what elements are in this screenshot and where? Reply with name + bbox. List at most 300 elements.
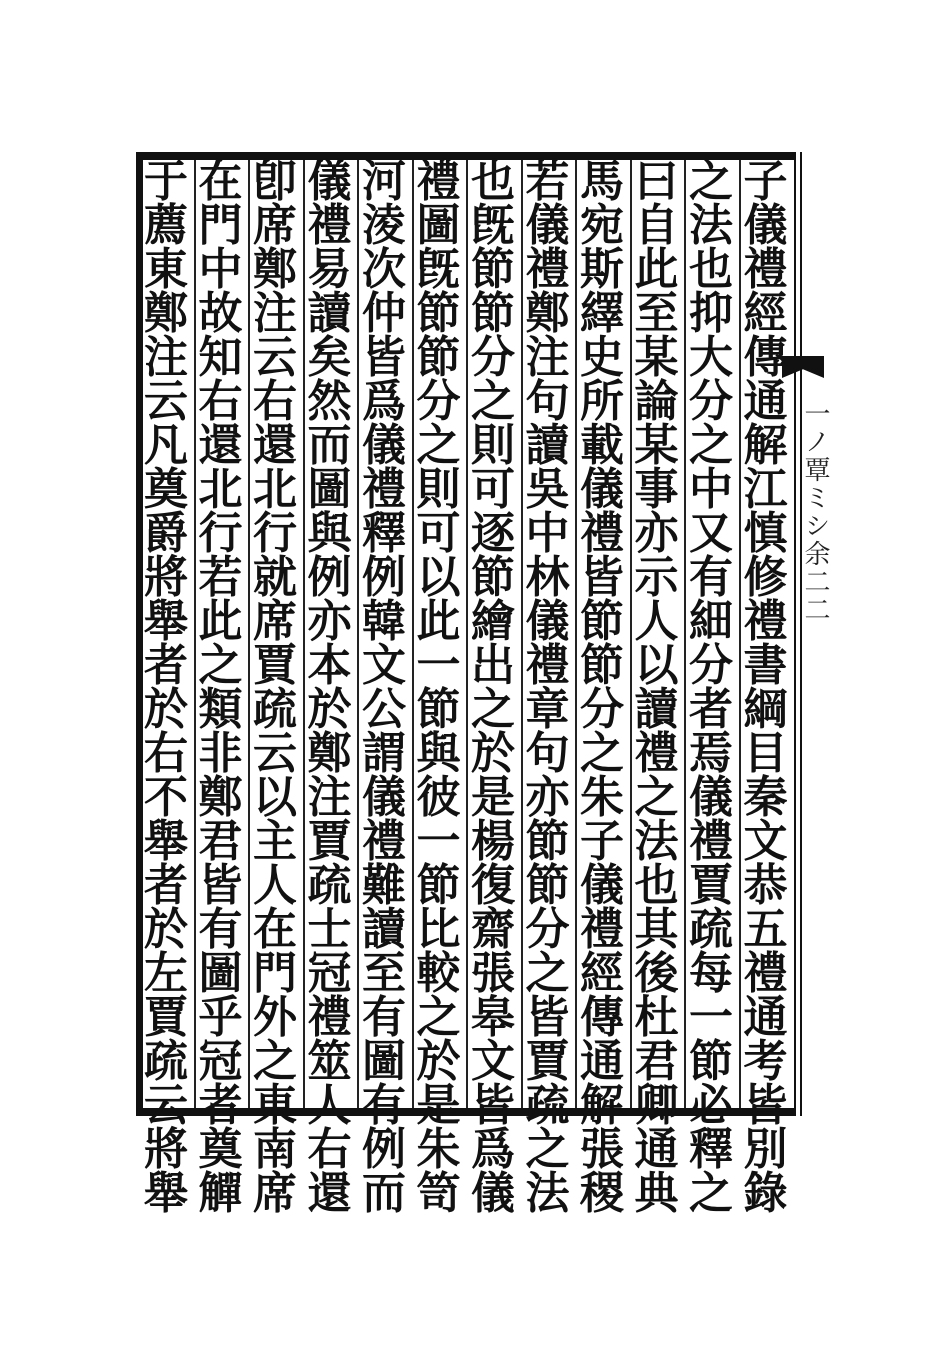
glyph: 次 xyxy=(362,244,406,295)
column-rule xyxy=(194,160,196,1108)
glyph: 節 xyxy=(416,684,461,735)
glyph: 宛 xyxy=(580,200,624,251)
glyph: 經 xyxy=(580,948,624,999)
glyph: 一 xyxy=(689,992,733,1043)
glyph: 禮 xyxy=(580,904,624,955)
glyph: 史 xyxy=(580,332,624,383)
glyph: 君 xyxy=(198,816,243,867)
glyph: 主 xyxy=(253,816,297,867)
glyph: 易 xyxy=(307,244,352,295)
glyph: 錄 xyxy=(743,1168,788,1219)
glyph: 傳 xyxy=(580,992,624,1043)
glyph: 冠 xyxy=(198,1036,243,1087)
glyph: 於 xyxy=(307,684,352,735)
glyph: 書 xyxy=(743,640,788,691)
glyph: 文 xyxy=(743,816,788,867)
glyph: 節 xyxy=(525,816,570,867)
glyph: 云 xyxy=(144,376,188,427)
glyph: 通 xyxy=(743,376,788,427)
glyph: 右 xyxy=(253,376,297,427)
text-column xyxy=(249,156,301,1219)
glyph: 禮 xyxy=(743,948,788,999)
glyph: 筮 xyxy=(307,1036,352,1087)
glyph: 復 xyxy=(471,860,515,911)
text-column xyxy=(195,156,247,1219)
glyph: 乎 xyxy=(198,992,243,1043)
glyph: 逐 xyxy=(471,508,515,559)
glyph: 與 xyxy=(416,728,461,779)
glyph: 席 xyxy=(253,200,297,251)
glyph: 謂 xyxy=(362,728,406,779)
glyph: 旣 xyxy=(471,200,515,251)
glyph: 右 xyxy=(144,728,188,779)
glyph: 還 xyxy=(198,420,243,471)
glyph: 與 xyxy=(307,508,352,559)
glyph: 卽 xyxy=(253,156,297,207)
glyph: 儀 xyxy=(525,200,570,251)
text-column xyxy=(576,156,628,1219)
glyph: 載 xyxy=(580,420,624,471)
glyph: 河 xyxy=(362,156,406,207)
glyph: 注 xyxy=(144,332,188,383)
glyph: 之 xyxy=(689,156,733,207)
glyph: 還 xyxy=(307,1168,352,1219)
glyph: 行 xyxy=(198,508,243,559)
glyph: 之 xyxy=(580,728,624,779)
glyph: 就 xyxy=(253,552,297,603)
glyph: 行 xyxy=(253,508,297,559)
glyph: 凡 xyxy=(144,420,188,471)
glyph: 儀 xyxy=(307,156,352,207)
text-column xyxy=(467,156,519,1219)
glyph: 舉 xyxy=(144,816,188,867)
glyph: 馬 xyxy=(580,156,624,207)
glyph: 知 xyxy=(198,332,243,383)
glyph: 皆 xyxy=(743,1080,788,1131)
glyph: 於 xyxy=(144,684,188,735)
glyph: 注 xyxy=(307,772,352,823)
glyph: 于 xyxy=(144,156,188,207)
glyph: 疏 xyxy=(144,1036,188,1087)
glyph: 杜 xyxy=(634,992,679,1043)
glyph: 細 xyxy=(689,596,733,647)
glyph: 通 xyxy=(634,1124,679,1175)
glyph: 禮 xyxy=(580,508,624,559)
glyph: 賈 xyxy=(253,640,297,691)
glyph: 出 xyxy=(471,640,515,691)
glyph: 法 xyxy=(525,1168,570,1219)
glyph: 者 xyxy=(144,640,188,691)
glyph: 慎 xyxy=(743,508,788,559)
glyph: 分 xyxy=(525,904,570,955)
glyph: 韓 xyxy=(362,596,406,647)
glyph: 云 xyxy=(253,728,297,779)
block-heart-title: 一ノ覃ミシ余二二 xyxy=(800,400,830,624)
glyph: 稷 xyxy=(580,1168,624,1219)
text-column xyxy=(740,156,792,1219)
glyph: 冠 xyxy=(307,948,352,999)
glyph: 士 xyxy=(307,904,352,955)
glyph: 儀 xyxy=(580,860,624,911)
glyph: 張 xyxy=(471,948,515,999)
glyph: 鄭 xyxy=(525,288,570,339)
glyph: 疏 xyxy=(525,1080,570,1131)
glyph: 旣 xyxy=(416,244,461,295)
glyph: 則 xyxy=(471,420,515,471)
glyph: 必 xyxy=(689,1080,733,1131)
glyph: 之 xyxy=(471,376,515,427)
glyph: 文 xyxy=(471,1036,515,1087)
glyph: 某 xyxy=(634,420,679,471)
glyph: 分 xyxy=(689,640,733,691)
text-column xyxy=(685,156,737,1219)
glyph: 於 xyxy=(144,904,188,955)
glyph: 通 xyxy=(580,1036,624,1087)
glyph: 釋 xyxy=(362,508,406,559)
glyph: 節 xyxy=(525,860,570,911)
glyph: 禮 xyxy=(307,992,352,1043)
glyph: 於 xyxy=(471,728,515,779)
glyph: 禮 xyxy=(362,464,406,515)
glyph: 目 xyxy=(743,728,788,779)
glyph: 以 xyxy=(253,772,297,823)
glyph: 子 xyxy=(580,816,624,867)
text-column xyxy=(358,156,410,1219)
glyph: 儀 xyxy=(525,596,570,647)
glyph: 秦 xyxy=(743,772,788,823)
glyph: 每 xyxy=(689,948,733,999)
block-heart-line xyxy=(800,152,802,1116)
glyph: 疏 xyxy=(307,860,352,911)
glyph: 爵 xyxy=(144,508,188,559)
glyph: 之 xyxy=(471,684,515,735)
text-column xyxy=(522,156,574,1219)
glyph: 禮 xyxy=(743,244,788,295)
glyph: 觶 xyxy=(198,1168,243,1219)
glyph: 此 xyxy=(198,596,243,647)
glyph: 奠 xyxy=(144,464,188,515)
column-rule xyxy=(739,160,741,1108)
glyph: 故 xyxy=(198,288,243,339)
column-rule xyxy=(684,160,686,1108)
glyph: 本 xyxy=(307,640,352,691)
glyph: 通 xyxy=(743,992,788,1043)
glyph: 比 xyxy=(416,904,461,955)
glyph: 釋 xyxy=(689,1124,733,1175)
glyph: 云 xyxy=(144,1080,188,1131)
glyph: 皆 xyxy=(525,992,570,1043)
glyph: 五 xyxy=(743,904,788,955)
glyph: 又 xyxy=(689,508,733,559)
glyph: 儀 xyxy=(580,464,624,515)
glyph: 皆 xyxy=(471,1080,515,1131)
glyph: 者 xyxy=(198,1080,243,1131)
glyph: 讀 xyxy=(634,684,679,735)
glyph: 綱 xyxy=(743,684,788,735)
glyph: 分 xyxy=(416,376,461,427)
glyph: 儀 xyxy=(362,420,406,471)
glyph: 讀 xyxy=(307,288,352,339)
column-rule xyxy=(575,160,577,1108)
glyph: 較 xyxy=(416,948,461,999)
text-column xyxy=(304,156,356,1219)
glyph: 至 xyxy=(362,948,406,999)
column-rule xyxy=(357,160,359,1108)
glyph: 公 xyxy=(362,684,406,735)
glyph: 節 xyxy=(416,860,461,911)
glyph: 例 xyxy=(362,1124,406,1175)
glyph: 有 xyxy=(362,992,406,1043)
glyph: 圖 xyxy=(307,464,352,515)
glyph: 北 xyxy=(253,464,297,515)
glyph: 亦 xyxy=(634,508,679,559)
glyph: 考 xyxy=(743,1036,788,1087)
glyph: 有 xyxy=(689,552,733,603)
glyph: 節 xyxy=(580,596,624,647)
glyph: 爲 xyxy=(471,1124,515,1175)
glyph: 子 xyxy=(743,156,788,207)
glyph: 云 xyxy=(253,332,297,383)
glyph: 之 xyxy=(689,420,733,471)
glyph: 分 xyxy=(689,376,733,427)
glyph: 類 xyxy=(198,684,243,735)
glyph: 之 xyxy=(634,772,679,823)
glyph: 在 xyxy=(253,904,297,955)
glyph: 門 xyxy=(198,200,243,251)
glyph: 節 xyxy=(471,552,515,603)
glyph: 也 xyxy=(471,156,515,207)
glyph: 抑 xyxy=(689,288,733,339)
glyph: 句 xyxy=(525,728,570,779)
glyph: 所 xyxy=(580,376,624,427)
glyph: 解 xyxy=(743,420,788,471)
glyph: 張 xyxy=(580,1124,624,1175)
column-rule xyxy=(412,160,414,1108)
glyph: 斯 xyxy=(580,244,624,295)
glyph: 圖 xyxy=(362,1036,406,1087)
glyph: 於 xyxy=(416,1036,461,1087)
glyph: 人 xyxy=(253,860,297,911)
glyph: 仲 xyxy=(362,288,406,339)
glyph: 一 xyxy=(416,640,461,691)
glyph: 席 xyxy=(253,596,297,647)
text-column xyxy=(413,156,465,1219)
glyph: 吳 xyxy=(525,464,570,515)
glyph: 賈 xyxy=(307,816,352,867)
glyph: 人 xyxy=(634,596,679,647)
glyph: 節 xyxy=(416,332,461,383)
glyph: 一 xyxy=(416,816,461,867)
glyph: 自 xyxy=(634,200,679,251)
glyph: 皆 xyxy=(362,332,406,383)
glyph: 示 xyxy=(634,552,679,603)
glyph: 法 xyxy=(689,200,733,251)
glyph: 東 xyxy=(144,244,188,295)
glyph: 而 xyxy=(307,420,352,471)
glyph: 林 xyxy=(525,552,570,603)
glyph: 禮 xyxy=(525,640,570,691)
glyph: 繪 xyxy=(471,596,515,647)
glyph: 節 xyxy=(689,1036,733,1087)
glyph: 章 xyxy=(525,684,570,735)
glyph: 賈 xyxy=(689,860,733,911)
glyph: 有 xyxy=(362,1080,406,1131)
glyph: 例 xyxy=(362,552,406,603)
glyph: 傳 xyxy=(743,332,788,383)
text-column xyxy=(140,156,192,1219)
glyph: 還 xyxy=(253,420,297,471)
glyph: 齋 xyxy=(471,904,515,955)
glyph: 鄭 xyxy=(307,728,352,779)
glyph: 句 xyxy=(525,376,570,427)
glyph: 禮 xyxy=(743,596,788,647)
glyph: 有 xyxy=(198,904,243,955)
glyph: 然 xyxy=(307,376,352,427)
glyph: 楊 xyxy=(471,816,515,867)
glyph: 非 xyxy=(198,728,243,779)
glyph: 節 xyxy=(471,288,515,339)
glyph: 不 xyxy=(144,772,188,823)
glyph: 賈 xyxy=(525,1036,570,1087)
glyph: 右 xyxy=(198,376,243,427)
glyph: 亦 xyxy=(525,772,570,823)
glyph: 奠 xyxy=(198,1124,243,1175)
glyph: 修 xyxy=(743,552,788,603)
glyph: 之 xyxy=(525,1124,570,1175)
glyph: 後 xyxy=(634,948,679,999)
glyph: 儀 xyxy=(743,200,788,251)
column-rule xyxy=(630,160,632,1108)
glyph: 事 xyxy=(634,464,679,515)
glyph: 是 xyxy=(416,1080,461,1131)
glyph: 鄭 xyxy=(198,772,243,823)
glyph: 儀 xyxy=(689,772,733,823)
glyph: 皆 xyxy=(580,552,624,603)
glyph: 繹 xyxy=(580,288,624,339)
glyph: 至 xyxy=(634,288,679,339)
glyph: 例 xyxy=(307,552,352,603)
glyph: 讀 xyxy=(525,420,570,471)
glyph: 朱 xyxy=(416,1124,461,1175)
glyph: 薦 xyxy=(144,200,188,251)
glyph: 疏 xyxy=(253,684,297,735)
glyph: 是 xyxy=(471,772,515,823)
glyph: 中 xyxy=(689,464,733,515)
glyph: 之 xyxy=(525,948,570,999)
glyph: 節 xyxy=(416,288,461,339)
glyph: 賈 xyxy=(144,992,188,1043)
glyph: 某 xyxy=(634,332,679,383)
glyph: 右 xyxy=(307,1124,352,1175)
glyph: 此 xyxy=(634,244,679,295)
glyph: 禮 xyxy=(307,200,352,251)
glyph: 恭 xyxy=(743,860,788,911)
glyph: 儀 xyxy=(362,772,406,823)
glyph: 之 xyxy=(416,992,461,1043)
glyph: 將 xyxy=(144,1124,188,1175)
glyph: 君 xyxy=(634,1036,679,1087)
glyph: 典 xyxy=(634,1168,679,1219)
glyph: 以 xyxy=(416,552,461,603)
glyph: 曰 xyxy=(634,156,679,207)
glyph: 也 xyxy=(634,860,679,911)
glyph: 若 xyxy=(525,156,570,207)
glyph: 讀 xyxy=(362,904,406,955)
glyph: 矣 xyxy=(307,332,352,383)
glyph: 笥 xyxy=(416,1168,461,1219)
glyph: 中 xyxy=(525,508,570,559)
glyph: 別 xyxy=(743,1124,788,1175)
glyph: 舉 xyxy=(144,1168,188,1219)
glyph: 圖 xyxy=(198,948,243,999)
glyph: 注 xyxy=(253,288,297,339)
glyph: 者 xyxy=(689,684,733,735)
glyph: 將 xyxy=(144,552,188,603)
glyph: 圖 xyxy=(416,200,461,251)
glyph: 文 xyxy=(362,640,406,691)
glyph: 之 xyxy=(198,640,243,691)
glyph: 禮 xyxy=(634,728,679,779)
glyph: 鄭 xyxy=(253,244,297,295)
glyph: 經 xyxy=(743,288,788,339)
glyph: 人 xyxy=(307,1080,352,1131)
glyph: 以 xyxy=(634,640,679,691)
glyph: 亦 xyxy=(307,596,352,647)
glyph: 門 xyxy=(253,948,297,999)
glyph: 此 xyxy=(416,596,461,647)
glyph: 法 xyxy=(634,816,679,867)
column-rule xyxy=(466,160,468,1108)
glyph: 分 xyxy=(471,332,515,383)
glyph: 舉 xyxy=(144,596,188,647)
glyph: 彼 xyxy=(416,772,461,823)
glyph: 疏 xyxy=(689,904,733,955)
glyph: 則 xyxy=(416,464,461,515)
glyph: 可 xyxy=(416,508,461,559)
glyph: 皆 xyxy=(198,860,243,911)
glyph: 而 xyxy=(362,1168,406,1219)
glyph: 禮 xyxy=(362,816,406,867)
glyph: 在 xyxy=(198,156,243,207)
glyph: 北 xyxy=(198,464,243,515)
glyph: 席 xyxy=(253,1168,297,1219)
glyph: 儀 xyxy=(471,1168,515,1219)
glyph: 可 xyxy=(471,464,515,515)
glyph: 東 xyxy=(253,1080,297,1131)
glyph: 之 xyxy=(689,1168,733,1219)
glyph: 焉 xyxy=(689,728,733,779)
glyph: 若 xyxy=(198,552,243,603)
glyph: 禮 xyxy=(416,156,461,207)
column-rule xyxy=(303,160,305,1108)
glyph: 也 xyxy=(689,244,733,295)
glyph: 之 xyxy=(416,420,461,471)
text-column xyxy=(631,156,683,1219)
glyph: 論 xyxy=(634,376,679,427)
column-rule xyxy=(248,160,250,1108)
column-rule xyxy=(521,160,523,1108)
glyph: 分 xyxy=(580,684,624,735)
glyph: 注 xyxy=(525,332,570,383)
glyph: 卿 xyxy=(634,1080,679,1131)
glyph: 節 xyxy=(471,244,515,295)
glyph: 之 xyxy=(253,1036,297,1087)
glyph: 江 xyxy=(743,464,788,515)
glyph: 者 xyxy=(144,860,188,911)
glyph: 禮 xyxy=(525,244,570,295)
glyph: 其 xyxy=(634,904,679,955)
glyph: 難 xyxy=(362,860,406,911)
